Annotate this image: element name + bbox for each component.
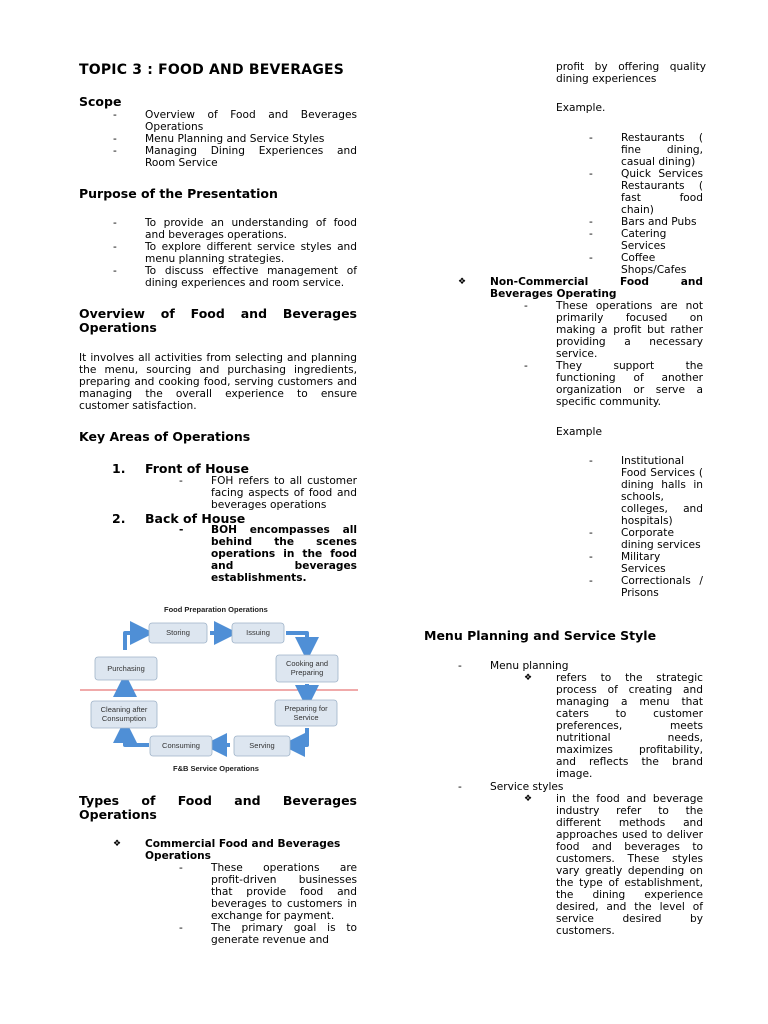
menu-list (458, 660, 703, 672)
list-item: - Quick Services Restaurants ( fast food chain) (589, 168, 703, 216)
node-label-issuing: Issuing (246, 628, 270, 637)
foh-detail (179, 475, 357, 511)
list-item: - Managing Dining Experiences and Room Service (113, 145, 357, 169)
example-label: Example. (556, 102, 606, 114)
noncommercial-heading: ❖ Non-Commercial Food and Beverages Operating (458, 276, 703, 300)
list-item: - Institutional Food Services ( dining halls in schools, colleges, and hospitals) (589, 455, 703, 527)
noncommercial-examples (589, 455, 703, 599)
menu-planning-text: ❖ refers to the strategic process of creating and managing a menu that caters to customer preferences, meets nutritional needs, maximizes profitability, and reflects the brand image. (524, 672, 703, 780)
diagram-top-title: Food Preparation Operations (164, 605, 268, 614)
diamond-bullet-icon: ❖ (113, 839, 122, 849)
diamond-bullet-icon: ❖ (524, 673, 533, 683)
list-item: - Military Services (589, 551, 666, 575)
example-label-2: Example (556, 426, 602, 438)
commercial-heading: ❖ Commercial Food and Beverages Operations (113, 838, 341, 862)
list-item: - The primary goal is to generate revenue and (179, 922, 357, 946)
list-item: - These operations are profit-driven businesses that provide food and beverages to customers in exchange for payment. (179, 862, 357, 922)
diagram-bottom-title: F&B Service Operations (173, 764, 259, 773)
node-label-purchasing: Purchasing (107, 664, 145, 673)
node-label-consuming: Consuming (162, 741, 200, 750)
food-operations-diagram (80, 600, 358, 778)
node-label-cooking: Cooking and Preparing (285, 659, 329, 677)
diamond-bullet-icon: ❖ (524, 794, 533, 804)
page-title: TOPIC 3 : FOOD AND BEVERAGES (79, 62, 345, 78)
node-label-serving: Serving (249, 741, 275, 750)
types-heading: Types of Food and Beverages Operations (79, 793, 357, 822)
service-styles-text: ❖ in the food and beverage industry refer to the different methods and approaches used to deliver food and beverages to customers. These styles vary greatly depending on the type of establishment, the dining experience desired, and the level of service desired by customers. (524, 793, 703, 937)
list-item: - To explore different service styles and menu planning strategies. (113, 241, 357, 265)
boh-detail (179, 524, 357, 584)
arrow-consuming-cleaning (125, 731, 149, 745)
commercial-list (179, 862, 357, 946)
arrow-issuing-cooking (286, 633, 307, 649)
list-item: - Menu planning (458, 660, 569, 672)
list-item: - To discuss effective management of dining experiences and room service. (113, 265, 357, 289)
purpose-list (113, 217, 357, 289)
list-item: - Service styles (458, 781, 564, 793)
list-item: - Menu Planning and Service Styles (113, 133, 325, 145)
diagram-arrows (80, 600, 358, 778)
list-item: - They support the functioning of another organization or serve a specific community. (524, 360, 703, 408)
list-item: - Overview of Food and Beverages Operations (113, 109, 357, 133)
scope-list (113, 109, 357, 169)
overview-heading: Overview of Food and Beverages Operations (79, 306, 357, 335)
node-label-cleaning: Cleaning after Consumption (100, 705, 148, 723)
list-item: - Coffee Shops/Cafes (589, 252, 687, 276)
diamond-bullet-icon: ❖ (458, 277, 467, 287)
menu-heading: Menu Planning and Service Style (424, 628, 657, 643)
list-item: - BOH encompasses all behind the scenes operations in the food and beverages establishments. (179, 524, 357, 584)
list-item: - These operations are not primarily focused on making a profit but rather providing a necessary service. (524, 300, 703, 360)
service-list (458, 781, 703, 793)
noncommercial-list (524, 300, 703, 408)
list-item: - Restaurants ( fine dining, casual dining) (589, 132, 703, 168)
list-item: - FOH refers to all customer facing aspects of food and beverages operations (179, 475, 357, 511)
key-areas-heading: Key Areas of Operations (79, 429, 251, 444)
arrow-purchasing-storing (125, 633, 142, 650)
list-item: - Bars and Pubs (589, 216, 697, 228)
list-item: - Correctionals / Prisons (589, 575, 703, 599)
continued-text: profit by offering quality dining experiences (556, 61, 706, 85)
arrow-preparing-serving (293, 728, 307, 745)
overview-paragraph: It involves all activities from selecting and planning the menu, sourcing and purchasing ingredients, preparing and cooking food, serving customers and managing the overall experience to ensure customer satisfaction. (79, 352, 357, 412)
list-item: - Corporate dining services (589, 527, 701, 551)
document-page: TOPIC 3 : FOOD AND BEVERAGES Scope - Overview of Food and Beverages Operations - Menu Planning and Service Styles - Managing Dining Experiences and Room Service Purpose of the Presentation - To provide an understanding of food and beverages operations. - To explore different service styles and menu planning strategies. - To discuss effective management of dining experiences and room service. Overview of Food and Beverages Operations It involves all activities from selecting and planning the menu, sourcing and purchasing ingredients, preparing and cooking food, serving customers and managing the overall experience to ensure customer satisfaction. Key Areas of Operations 1. Front of House - FOH refers to all customer facing aspects of food and beverages operations 2. Back of House - BOH encompasses all behind the scenes operations in the food and beverages establishments. Food Preparation Operations Storing Issuing Cooking and Preparing Preparing for Service Serving Consuming Cleaning after Consumption Purchasing F&B Service Operations Types of Food and Beverages Operations ❖ Commercial Food and Beverages Operations - These operations are profit-driven businesses that provide food and beverages to customers in exchange for payment. - The primary goal is to generate revenue and profit by offering quality dining experiences Example. - Restaurants ( fine dining, casual dining) - Quick Services Restaurants ( fast food chain) - Bars and Pubs - Catering Services - Coffee Shops/Cafes ❖ Non-Commercial Food and Beverages Operating - These operations are not primarily focused on making a profit but rather providing a necessary service. - They support the functioning of another organization or serve a specific community. Example - Institutional Food Services ( dining halls in schools, colleges, and hospitals) - Corporate dining services - Military Services - Correctionals / Prisons Menu Planning and Service Style - Menu planning ❖ refers to the strategic process of creating and managing a menu that caters to customer preferences, meets nutritional needs, maximizes profitability, and reflects the brand image. - Service styles ❖ in the food and beverage industry refer to the different methods and approaches used to deliver food and beverages to customers. These styles vary greatly depending on the type of establishment, the dining experience desired, and the level of service desired by customers. (79, 61, 706, 946)
list-item: - Catering Services (589, 228, 667, 252)
purpose-heading: Purpose of the Presentation (79, 186, 278, 201)
scope-heading: Scope (79, 94, 122, 109)
node-label-preparing-service: Preparing for Service (284, 704, 328, 722)
commercial-examples (589, 132, 703, 276)
list-item: - To provide an understanding of food and beverages operations. (113, 217, 357, 241)
node-label-storing: Storing (166, 628, 190, 637)
